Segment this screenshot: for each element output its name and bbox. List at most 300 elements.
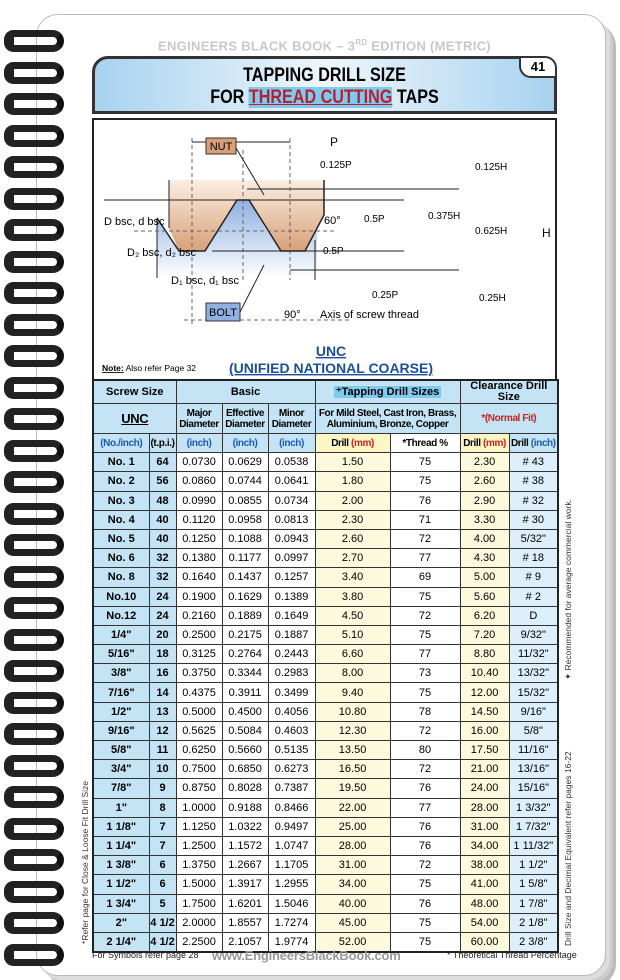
table-cell: 1/4"	[93, 625, 149, 644]
table-cell: 0.5660	[222, 741, 268, 760]
binding-ring	[4, 944, 64, 966]
table-cell: 80	[390, 741, 460, 760]
table-cell: 0.1889	[222, 606, 268, 625]
table-cell: 0.0990	[176, 491, 222, 510]
table-cell: 76	[390, 836, 460, 855]
table-cell: 3.80	[315, 587, 390, 606]
table-cell: 75	[390, 875, 460, 894]
header-clear-mm	[460, 434, 509, 453]
table-row	[93, 894, 558, 913]
table-cell: 2.70	[315, 549, 390, 568]
table-cell: 0.1088	[222, 529, 268, 548]
table-cell: 34.00	[315, 875, 390, 894]
table-cell: No. 3	[93, 491, 149, 510]
table-cell: 0.0958	[222, 510, 268, 529]
header-mm2-unit: (mm)	[483, 437, 506, 449]
book-header-rest: EDITION (METRIC)	[367, 38, 491, 54]
table-cell: No. 5	[93, 529, 149, 548]
table-cell: 4 1/2	[149, 932, 176, 951]
table-cell: 0.1649	[268, 606, 315, 625]
table-cell: 2.90	[460, 491, 509, 510]
title-box	[92, 56, 557, 114]
table-cell: 1.7274	[268, 913, 315, 932]
title-post: TAPS	[392, 87, 439, 108]
table-cell: 1.1572	[222, 836, 268, 855]
table-cell: 40.00	[315, 894, 390, 913]
table-cell: 0.2500	[176, 625, 222, 644]
table-cell: 32	[149, 549, 176, 568]
label-025h: 0.25H	[479, 293, 506, 304]
table-cell: 3.30	[460, 510, 509, 529]
table-cell: 5.10	[315, 625, 390, 644]
table-cell: 77	[390, 549, 460, 568]
table-cell: 5.60	[460, 587, 509, 606]
d2-bsc-label: D₂ bsc, d₂ bsc	[127, 247, 197, 259]
table-cell: No. 2	[93, 472, 149, 491]
header-tpi: (t.p.i.)	[149, 434, 176, 453]
table-row	[93, 798, 558, 817]
table-row	[93, 625, 558, 644]
table-cell: 1 7/32"	[509, 817, 558, 836]
table-cell: 1.3750	[176, 856, 222, 875]
table-cell: 3/4"	[93, 760, 149, 779]
table-cell: 72	[390, 760, 460, 779]
table-cell: 34.00	[460, 836, 509, 855]
table-cell: 0.3344	[222, 664, 268, 683]
table-cell: 5/8"	[509, 721, 558, 740]
table-cell: 4.00	[460, 529, 509, 548]
binding-ring	[4, 471, 64, 493]
table-cell: 6.20	[460, 606, 509, 625]
d1-bsc-label: D₁ bsc, d₁ bsc	[171, 275, 239, 287]
header-effective: Effective Diameter	[222, 404, 268, 434]
binding-ring	[4, 125, 64, 147]
table-row	[93, 491, 558, 510]
unc-title: UNC	[315, 343, 347, 359]
table-cell: 1.2955	[268, 875, 315, 894]
binding-ring	[4, 692, 64, 714]
table-cell: 21.00	[460, 760, 509, 779]
table-cell: 0.0641	[268, 472, 315, 491]
table-cell: 0.1380	[176, 549, 222, 568]
table-cell: 5/8"	[93, 741, 149, 760]
table-cell: 17.50	[460, 741, 509, 760]
table-cell: 0.2175	[222, 625, 268, 644]
table-cell: 28.00	[315, 836, 390, 855]
table-cell: 1 1/2"	[509, 856, 558, 875]
table-cell: 1"	[93, 798, 149, 817]
table-cell: 15/16"	[509, 779, 558, 798]
label-05p-mid: 0.5P	[323, 246, 344, 257]
table-cell: 0.5135	[268, 741, 315, 760]
table-cell: 9	[149, 779, 176, 798]
table-cell: 0.1120	[176, 510, 222, 529]
header-inch4-unit: (inch)	[530, 437, 556, 449]
binding-ring	[4, 881, 64, 903]
table-cell: 0.2983	[268, 664, 315, 683]
nut-label: NUT	[209, 141, 233, 153]
side-note-drill-size: Drill Size and Decimal Equivalent refer pages 16-22	[563, 751, 573, 946]
axis-label: Axis of screw thread	[320, 309, 420, 321]
table-cell: 1.5046	[268, 894, 315, 913]
spiral-binding	[0, 30, 70, 970]
table-cell: 28.00	[460, 798, 509, 817]
table-cell: 0.0744	[222, 472, 268, 491]
table-cell: 0.7500	[176, 760, 222, 779]
header-normal-fit: *(Normal Fit)	[460, 404, 558, 434]
table-cell: 1 3/8"	[93, 856, 149, 875]
table-cell: 11	[149, 741, 176, 760]
table-cell: 20	[149, 625, 176, 644]
table-cell: 75	[390, 932, 460, 951]
table-cell: 12	[149, 721, 176, 740]
table-cell: 0.4056	[268, 702, 315, 721]
table-cell: 31.00	[460, 817, 509, 836]
table-cell: 25.00	[315, 817, 390, 836]
table-cell: 0.0629	[222, 453, 268, 472]
table-cell: No.10	[93, 587, 149, 606]
table-cell: 1.1705	[268, 856, 315, 875]
thread-diagram	[92, 118, 557, 379]
table-cell: 7.20	[460, 625, 509, 644]
table-cell: 75	[390, 472, 460, 491]
table-cell: 24	[149, 606, 176, 625]
table-cell: 2.0000	[176, 913, 222, 932]
table-cell: 0.0813	[268, 510, 315, 529]
label-0625h: 0.625H	[475, 226, 508, 237]
table-cell: 2.30	[315, 510, 390, 529]
table-cell: 0.0943	[268, 529, 315, 548]
table-cell: 75	[390, 913, 460, 932]
table-cell: 41.00	[460, 875, 509, 894]
table-cell: 0.3750	[176, 664, 222, 683]
table-cell: 45.00	[315, 913, 390, 932]
title-highlight: THREAD CUTTING	[248, 87, 393, 108]
header-materials: For Mild Steel, Cast Iron, Brass, Aluminium, Bronze, Copper	[315, 404, 460, 434]
table-cell: 16.50	[315, 760, 390, 779]
table-cell: 14	[149, 683, 176, 702]
table-cell: 1.8557	[222, 913, 268, 932]
table-cell: 0.1177	[222, 549, 268, 568]
table-row	[93, 721, 558, 740]
table-cell: 32	[149, 568, 176, 587]
table-row	[93, 568, 558, 587]
table-cell: D	[509, 606, 558, 625]
table-cell: 60.00	[460, 932, 509, 951]
table-cell: 1.5000	[176, 875, 222, 894]
bolt-label: BOLT	[209, 307, 237, 319]
table-cell: 10.40	[460, 664, 509, 683]
header-unc: UNC	[93, 404, 176, 434]
table-cell: No. 4	[93, 510, 149, 529]
table-cell: 1 11/32"	[509, 836, 558, 855]
table-cell: 0.0538	[268, 453, 315, 472]
table-cell: 8.00	[315, 664, 390, 683]
table-cell: 10.80	[315, 702, 390, 721]
table-cell: 5.00	[460, 568, 509, 587]
table-cell: # 30	[509, 510, 558, 529]
header-no-inch: (No./inch)	[93, 434, 149, 453]
header-minor: Minor Diameter	[268, 404, 315, 434]
table-cell: 54.00	[460, 913, 509, 932]
table-cell: 6.60	[315, 645, 390, 664]
table-cell: 71	[390, 510, 460, 529]
header-inch-major: (inch)	[176, 434, 222, 453]
label-05p-top: 0.5P	[364, 214, 385, 225]
table-cell: 1 3/4"	[93, 894, 149, 913]
binding-ring	[4, 849, 64, 871]
table-cell: 13/32"	[509, 664, 558, 683]
binding-ring	[4, 156, 64, 178]
table-cell: 2.2500	[176, 932, 222, 951]
table-cell: 0.9188	[222, 798, 268, 817]
table-row	[93, 453, 558, 472]
table-cell: 12.00	[460, 683, 509, 702]
table-row	[93, 606, 558, 625]
table-cell: 76	[390, 779, 460, 798]
table-cell: 0.0997	[268, 549, 315, 568]
label-0125p: 0.125P	[320, 160, 352, 171]
table-cell: 2.1057	[222, 932, 268, 951]
table-cell: 11/32"	[509, 645, 558, 664]
table-cell: 0.6850	[222, 760, 268, 779]
table-cell: 18	[149, 645, 176, 664]
label-0375h: 0.375H	[428, 211, 461, 222]
table-cell: 77	[390, 798, 460, 817]
table-cell: # 32	[509, 491, 558, 510]
table-cell: 52.00	[315, 932, 390, 951]
table-cell: 2.60	[460, 472, 509, 491]
table-cell: 10	[149, 760, 176, 779]
table-cell: 78	[390, 702, 460, 721]
table-row	[93, 913, 558, 932]
table-cell: 5/16"	[93, 645, 149, 664]
table-cell: 1.80	[315, 472, 390, 491]
table-cell: 0.1437	[222, 568, 268, 587]
table-row	[93, 760, 558, 779]
table-cell: # 43	[509, 453, 558, 472]
table-cell: 75	[390, 453, 460, 472]
table-row	[93, 702, 558, 721]
table-cell: 1.0747	[268, 836, 315, 855]
binding-ring	[4, 534, 64, 556]
table-cell: 7	[149, 817, 176, 836]
table-cell: 0.6273	[268, 760, 315, 779]
note	[102, 363, 196, 373]
table-cell: 1.0000	[176, 798, 222, 817]
table-cell: 1.3917	[222, 875, 268, 894]
table-cell: 12.30	[315, 721, 390, 740]
book-header-sup: RD	[355, 38, 368, 47]
table-cell: 6	[149, 875, 176, 894]
table-cell: 0.8466	[268, 798, 315, 817]
table-cell: 1 1/4"	[93, 836, 149, 855]
table-cell: 1 5/8"	[509, 875, 558, 894]
table-cell: 9/16"	[509, 702, 558, 721]
table-cell: 1.7500	[176, 894, 222, 913]
table-cell: 76	[390, 817, 460, 836]
table-cell: 0.3499	[268, 683, 315, 702]
binding-ring	[4, 755, 64, 777]
table-cell: 7/8"	[93, 779, 149, 798]
table-cell: 76	[390, 894, 460, 913]
table-cell: 76	[390, 491, 460, 510]
table-cell: 72	[390, 606, 460, 625]
table-cell: 14.50	[460, 702, 509, 721]
header-thread-pct: *Thread %	[390, 434, 460, 453]
table-cell: 1.9774	[268, 932, 315, 951]
table-cell: 77	[390, 645, 460, 664]
binding-ring	[4, 219, 64, 241]
binding-ring	[4, 723, 64, 745]
table-row	[93, 741, 558, 760]
table-cell: 24	[149, 587, 176, 606]
binding-ring	[4, 660, 64, 682]
table-row	[93, 529, 558, 548]
label-025p: 0.25P	[372, 290, 399, 301]
table-cell: 0.0855	[222, 491, 268, 510]
table-cell: 72	[390, 529, 460, 548]
note-label: Note:	[102, 363, 124, 373]
binding-ring	[4, 786, 64, 808]
table-cell: # 2	[509, 587, 558, 606]
table-row	[93, 664, 558, 683]
table-cell: 0.1250	[176, 529, 222, 548]
table-row	[93, 549, 558, 568]
binding-ring	[4, 408, 64, 430]
label-0125h: 0.125H	[475, 162, 508, 173]
table-cell: 0.2443	[268, 645, 315, 664]
header-screw-size: Screw Size	[93, 380, 176, 404]
header-clearance: Clearance Drill Size	[460, 380, 558, 404]
unc-subtitle: (UNIFIED NATIONAL COARSE)	[228, 360, 434, 376]
table-cell: 0.5084	[222, 721, 268, 740]
tapping-drill-table	[92, 379, 559, 953]
table-cell: 56	[149, 472, 176, 491]
side-note-recommended: ✦ Recommended for average commercial work.	[563, 499, 573, 680]
table-cell: No. 8	[93, 568, 149, 587]
table-cell: 0.1629	[222, 587, 268, 606]
table-cell: 0.1640	[176, 568, 222, 587]
table-row	[93, 472, 558, 491]
table-cell: 0.0730	[176, 453, 222, 472]
table-cell: 0.8750	[176, 779, 222, 798]
binding-ring	[4, 282, 64, 304]
book-header	[92, 38, 557, 53]
table-cell: 7/16"	[93, 683, 149, 702]
table-cell: 4.50	[315, 606, 390, 625]
table-cell: 69	[390, 568, 460, 587]
table-cell: 4 1/2	[149, 913, 176, 932]
table-cell: 1 1/2"	[93, 875, 149, 894]
table-cell: 40	[149, 510, 176, 529]
label-h: H	[542, 226, 551, 240]
binding-ring	[4, 818, 64, 840]
binding-ring	[4, 912, 64, 934]
header-mm-unit: (mm)	[351, 437, 374, 449]
header-inch-minor: (inch)	[268, 434, 315, 453]
table-cell: 38.00	[460, 856, 509, 875]
d-bsc-label: D bsc, d bsc	[104, 216, 165, 228]
table-cell: 1 3/32"	[509, 798, 558, 817]
table-cell: 2 1/8"	[509, 913, 558, 932]
table-cell: 0.4500	[222, 702, 268, 721]
table-cell: 0.7387	[268, 779, 315, 798]
pitch-label: P	[330, 135, 339, 149]
binding-ring	[4, 629, 64, 651]
table-cell: 4.30	[460, 549, 509, 568]
binding-ring	[4, 597, 64, 619]
table-cell: 1 7/8"	[509, 894, 558, 913]
table-cell: 31.00	[315, 856, 390, 875]
table-row	[93, 779, 558, 798]
table-cell: 13	[149, 702, 176, 721]
table-cell: 11/16"	[509, 741, 558, 760]
table-row	[93, 836, 558, 855]
table-cell: 9/16"	[93, 721, 149, 740]
table-cell: 1.50	[315, 453, 390, 472]
table-row	[93, 817, 558, 836]
header-drill2-text: Drill	[463, 437, 484, 449]
binding-ring	[4, 440, 64, 462]
table-cell: No.12	[93, 606, 149, 625]
table-row	[93, 683, 558, 702]
table-cell: 8.80	[460, 645, 509, 664]
table-cell: 64	[149, 453, 176, 472]
table-cell: 0.0734	[268, 491, 315, 510]
header-tapping-label: ⁺Tapping Drill Sizes	[335, 385, 440, 398]
table-cell: No. 6	[93, 549, 149, 568]
table-cell: 0.2160	[176, 606, 222, 625]
table-cell: 0.3125	[176, 645, 222, 664]
binding-ring	[4, 377, 64, 399]
table-cell: 75	[390, 683, 460, 702]
table-cell: 75	[390, 587, 460, 606]
table-cell: 2.30	[460, 453, 509, 472]
table-cell: 0.1389	[268, 587, 315, 606]
table-cell: 73	[390, 664, 460, 683]
table-cell: 0.8028	[222, 779, 268, 798]
book-header-text: ENGINEERS BLACK BOOK – 3	[158, 38, 356, 54]
footer-thread-note: * Theoretical Thread Percentage	[447, 950, 577, 960]
table-cell: 1.2500	[176, 836, 222, 855]
table-cell: 72	[390, 721, 460, 740]
table-row	[93, 587, 558, 606]
table-cell: 0.1257	[268, 568, 315, 587]
page-title-line1: TAPPING DRILL SIZE	[243, 65, 406, 86]
footer-website[interactable]: www.EngineersBlackBook.com	[212, 948, 401, 963]
table-cell: 16.00	[460, 721, 509, 740]
table-cell: 24.00	[460, 779, 509, 798]
table-cell: 9.40	[315, 683, 390, 702]
table-row	[93, 510, 558, 529]
header-inch-effective: (inch)	[222, 434, 268, 453]
binding-ring	[4, 345, 64, 367]
binding-ring	[4, 566, 64, 588]
table-cell: 3/8"	[93, 664, 149, 683]
header-drill-text: Drill	[331, 437, 352, 449]
table-cell: 8	[149, 798, 176, 817]
table-cell: 0.3911	[222, 683, 268, 702]
page-number: 41	[519, 56, 557, 78]
footer-symbols: For Symbols refer page 28	[92, 950, 199, 960]
table-cell: 0.9497	[268, 817, 315, 836]
table-cell: 0.1900	[176, 587, 222, 606]
binding-ring	[4, 251, 64, 273]
table-cell: 0.1887	[268, 625, 315, 644]
table-cell: 2 3/8"	[509, 932, 558, 951]
title-pre: FOR	[210, 87, 249, 108]
